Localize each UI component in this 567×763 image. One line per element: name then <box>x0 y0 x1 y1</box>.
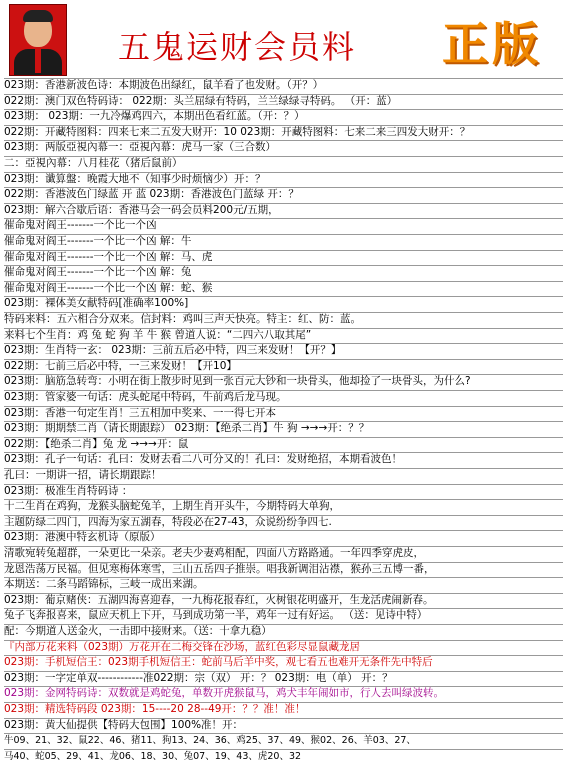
line-divider <box>4 733 563 734</box>
header <box>0 0 567 78</box>
line-divider <box>4 546 563 547</box>
content-line: 催命鬼对阎王-------一个比一个凶 <box>4 219 157 232</box>
content-line: 022期：开藏特图料：四来七来二五发大财开：10 023期：开藏特图料：七来二来三四发大财开：？ <box>4 125 471 138</box>
line-divider <box>4 515 563 516</box>
content-line: 022期：澳门双色特码诗： 022期：头兰屈绿有特码，兰兰绿绿寻特码。 （开：蓝） <box>4 94 398 107</box>
content-line: 023期：手机短信王：023期手机短信王：蛇前马后羊中奖，观七看五也难开无条件先中特后 <box>4 656 433 669</box>
content-line: 023期：孔子一句话：孔曰：发财去看二八可分又的！孔曰：发财绝招，本期看波色！ <box>4 453 403 466</box>
content-line: 022期：七前三后必中特，一三来发财！【开10】 <box>4 359 237 372</box>
content-line: 催命鬼对阎王-------一个比一个凶 解：蛇、猴 <box>4 281 213 294</box>
line-divider <box>4 94 563 95</box>
content-line: 023期：葡京赌侠：五湖四海喜迎春，一九梅花报春红，火树银花明盛开，生龙活虎闹新春。 <box>4 593 434 606</box>
content-line: 特码来料：五六相合分双来。信封料：鸡叫三声天快亮。特主：红、防：蓝。 <box>4 313 361 325</box>
content-line: 023期：香港新波色诗：本期波色出绿红，鼠羊看了也发财。（开？） <box>4 79 324 91</box>
content-line: 023期：期期禁二肖（请长期跟踪） 023期：【绝杀二肖】牛 狗 →→→开：？？ <box>4 422 370 435</box>
content-line: 清歌宛转兔超群，一朵更比一朵亲。老夫少妻鸡相配，四面八方路路通。一年四季穿虎皮， <box>4 547 424 559</box>
portrait-tie <box>35 49 41 73</box>
content-line: 023期：一字定单双------------准022期：宗（双） 开：？ 023期：电（单） 开：？ <box>4 671 393 684</box>
line-divider <box>4 452 563 453</box>
line-divider <box>4 468 563 469</box>
content-line: 孔曰：一期讲一招，请长期跟踪！ <box>4 469 162 481</box>
line-divider <box>4 265 563 266</box>
genuine-stamp: 正版 <box>442 17 542 71</box>
content-line: 催命鬼对阎王-------一个比一个凶 解：牛 <box>4 235 192 247</box>
line-divider <box>4 437 563 438</box>
content-line: 023期：脑筋急转弯：小明在街上散步时见到一张百元大钞和一块骨头，他却捡了一块骨头，为什么? <box>4 375 471 388</box>
line-divider <box>4 374 563 375</box>
content-line: 022期：香港波色门绿蓝 开 蓝 023期：香港波色门蓝绿 开：？ <box>4 188 299 201</box>
content-line: 兔子飞奔报喜来，鼠应天机上下开，马到成功第一半，鸡年一过有好运。 （送：见诗中特） <box>4 609 428 622</box>
content-line: 022期：【绝杀二肖】兔 龙 →→→开：鼠 <box>4 437 189 450</box>
line-divider <box>4 624 563 625</box>
content-line: 023期：港澳中特玄机诗（原版） <box>4 531 161 544</box>
page-title: 五鬼运财会员料 <box>118 28 357 66</box>
content-line: 二：亞視內幕：八月桂花（猪后鼠前） <box>4 157 183 169</box>
content-line: 配：今期道人送金火，一击即中接财来。（送：十拿九稳） <box>4 625 272 637</box>
line-divider <box>4 702 563 703</box>
line-divider <box>4 608 563 609</box>
line-divider <box>4 234 563 235</box>
line-divider <box>4 655 563 656</box>
content-line: 催命鬼对阎王-------一个比一个凶 解：兔 <box>4 266 192 279</box>
line-divider <box>4 140 563 141</box>
line-divider <box>4 156 563 157</box>
line-divider <box>4 296 563 297</box>
content-line: 023期： 023期：一九冷爆鸡四六，本期出色看红蓝。（开：？） <box>4 110 305 123</box>
line-divider <box>4 562 563 563</box>
line-divider <box>4 406 563 407</box>
content-line: 牛09、21、32、鼠22、46、猪11、狗13、24、36、鸡25、37、49、猴02、26、羊03、27、 <box>4 735 416 747</box>
content-line: 龙恩浩荡万民福。但见寒梅体寒雪，三山五岳四子推崇。唱我新调泪沾襟，猴孙三五博一番， <box>4 562 435 575</box>
line-divider <box>4 312 563 313</box>
line-divider <box>4 640 563 641</box>
line-divider <box>4 749 563 750</box>
content-line: 催命鬼对阎王-------一个比一个凶 解：马、虎 <box>4 250 213 263</box>
portrait-hair <box>23 10 53 22</box>
line-divider <box>4 390 563 391</box>
content-line: 023期：解六合歇后语：香港马会一码会员料200元/五期， <box>4 203 279 216</box>
content-line: 十二生肖在鸡狗，龙猴头脑蛇兔羊，上期生肖开头牛，今期特码大单狗， <box>4 500 340 513</box>
line-divider <box>4 109 563 110</box>
line-divider <box>4 686 563 687</box>
line-divider <box>4 343 563 344</box>
line-divider <box>4 78 563 79</box>
content-line: 023期：两版亞視內幕一：亞視內幕：虎马一家（三合数） <box>4 141 277 154</box>
content-line: 023期：金网特码诗：双数就是鸡蛇兔，单数开虎猴鼠马，鸡犬丰年闹如市，行人去叫绿波转。 <box>4 687 445 700</box>
line-divider <box>4 359 563 360</box>
line-divider <box>4 203 563 204</box>
content-line: 本期送：二条马蹈锦标，三岐一成出来湖。 <box>4 578 204 591</box>
line-divider <box>4 187 563 188</box>
line-divider <box>4 671 563 672</box>
portrait-image <box>9 4 67 76</box>
line-divider <box>4 484 563 485</box>
line-divider <box>4 718 563 719</box>
content-line: 023期：生肖特一玄： 023期：三前五后必中特，四三来发财！【开？】 <box>4 344 342 357</box>
line-divider <box>4 281 563 282</box>
line-divider <box>4 328 563 329</box>
content-line: 023期：黄大仙提供【特码大包围】100%准！开： <box>4 718 244 731</box>
line-divider <box>4 125 563 126</box>
content-line: 『内部万花来料（023期）万花开在二梅交锋在沙场，蓝红色彩尽显鼠藏龙居 <box>4 640 361 653</box>
line-divider <box>4 250 563 251</box>
content-line: 023期：谶算盤：晚霞大地不（知事少时烦恼少）开：？ <box>4 172 266 185</box>
content-line: 023期：管家婆一句话：虎头蛇尾中特码，牛前鸡后龙马现。 <box>4 391 287 403</box>
content-line: 马40、蛇05、29、41、龙06、18、30、兔07、19、43、虎20、32 <box>4 750 302 762</box>
line-divider <box>4 218 563 219</box>
line-divider <box>4 577 563 578</box>
line-divider <box>4 530 563 531</box>
content-line: 主题防绿二四门，四海为家五湖春，特段必在27-43，众说纷纷争四七. <box>4 515 332 528</box>
line-divider <box>4 421 563 422</box>
content-line: 023期：精选特码段 023期：15----20 28--49开：？？准！准！ <box>4 703 306 715</box>
content-line: 023期：香港一句定生肖！三五相加中奖来、一一得七开本 <box>4 406 277 419</box>
line-divider <box>4 172 563 173</box>
content-line: 023期：极准生肖特码诗 ： <box>4 484 133 497</box>
content-line: 023期：裸体美女献特码[准确率100%] <box>4 297 189 310</box>
line-divider <box>4 593 563 594</box>
line-divider <box>4 499 563 500</box>
content-line: 来料七个生肖：鸡 兔 蛇 狗 羊 牛 猴 曾道人说：“二四六八取其尾” <box>4 328 312 341</box>
